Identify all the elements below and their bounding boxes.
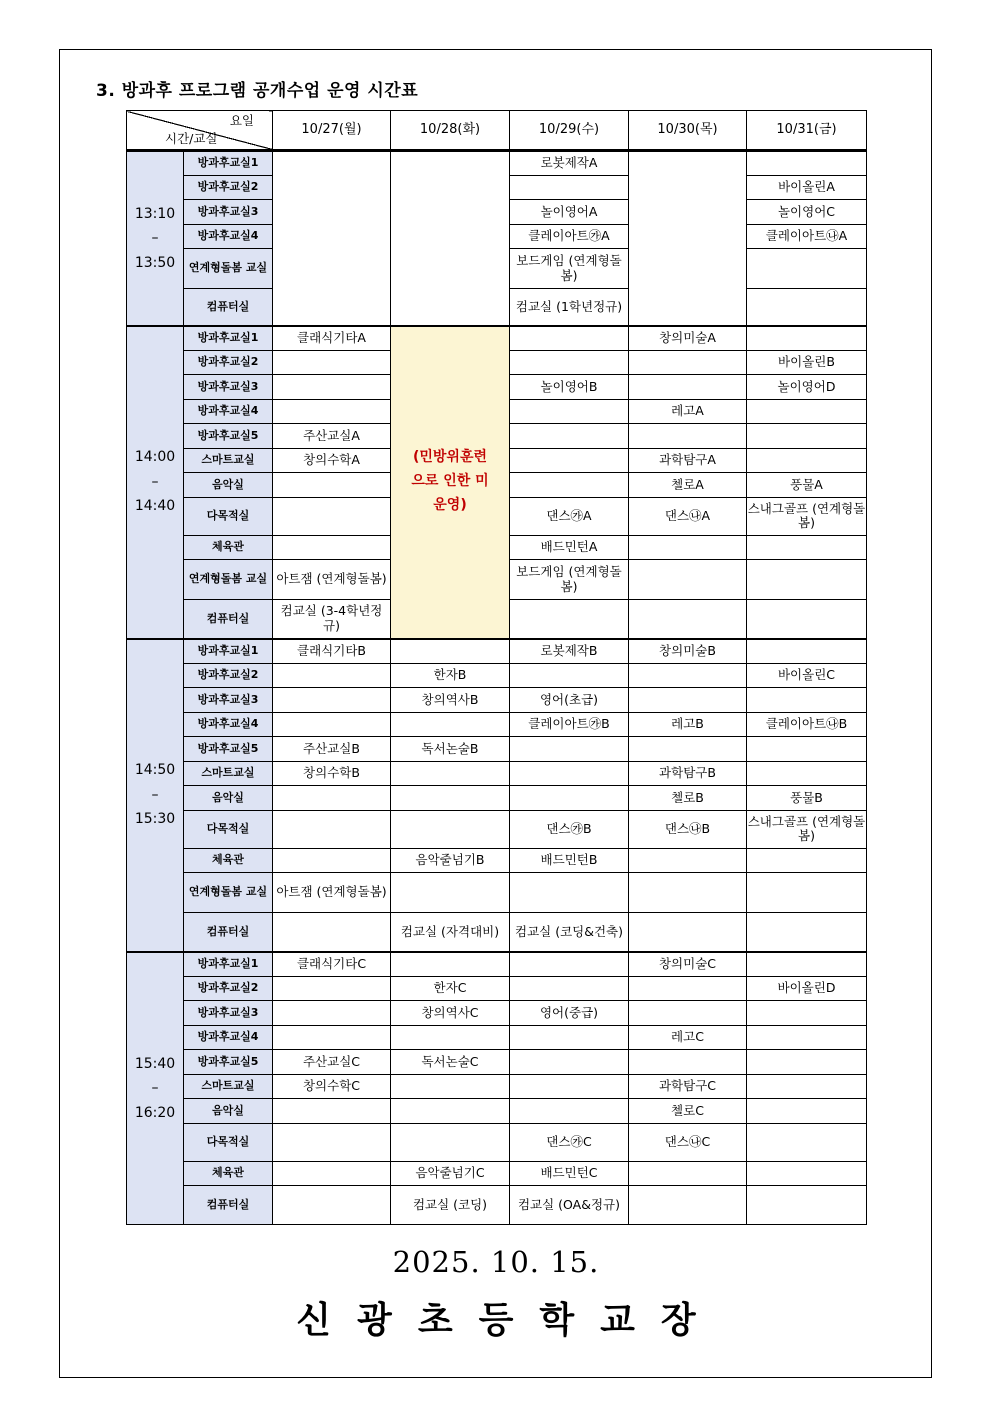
day-header: 10/29(수) (510, 111, 629, 151)
program-cell (747, 1161, 867, 1186)
document-title: 3. 방과후 프로그램 공개수업 운영 시간표 (96, 81, 419, 101)
program-cell (747, 913, 867, 952)
program-cell (510, 448, 629, 473)
program-cell: 클레이아트㉯A (747, 224, 867, 249)
program-cell: 영어(초급) (510, 688, 629, 713)
program-cell (510, 1050, 629, 1075)
program-cell (273, 497, 391, 535)
program-cell (747, 448, 867, 473)
table-row (127, 1025, 867, 1050)
program-cell: 클래식기타B (273, 639, 391, 664)
table-row (127, 663, 867, 688)
table-row (127, 786, 867, 811)
program-cell: 바이올린B (747, 350, 867, 375)
program-cell (273, 535, 391, 560)
time-slot-cell (127, 151, 184, 326)
program-cell: 바이올린D (747, 976, 867, 1001)
program-cell: 과학탐구B (629, 761, 747, 786)
program-cell (273, 913, 391, 952)
program-cell: 아트잼 (연계형돌봄) (273, 560, 391, 600)
program-cell (747, 326, 867, 351)
program-cell: 한자B (391, 663, 510, 688)
program-cell: 댄스㉯C (629, 1123, 747, 1161)
program-cell: 바이올린C (747, 663, 867, 688)
program-cell: 주산교실C (273, 1050, 391, 1075)
table-row (127, 1050, 867, 1075)
room-label: 컴퓨터실 (184, 913, 273, 952)
program-cell: 컴교실 (코딩&건축) (510, 913, 629, 952)
room-label: 방과후교실4 (184, 224, 273, 249)
program-cell (629, 848, 747, 873)
program-cell (510, 473, 629, 498)
program-cell: 놀이영어D (747, 375, 867, 400)
program-cell: 놀이영어B (510, 375, 629, 400)
program-cell (510, 350, 629, 375)
program-cell (629, 913, 747, 952)
room-label: 방과후교실1 (184, 952, 273, 977)
program-cell (747, 560, 867, 600)
program-cell (273, 688, 391, 713)
time-slot-label: 14:00 (134, 449, 176, 466)
program-cell (510, 1074, 629, 1099)
program-cell (747, 249, 867, 289)
program-cell (391, 1123, 510, 1161)
program-cell: 컴교실 (OA&정규) (510, 1186, 629, 1225)
program-cell: 창의수학A (273, 448, 391, 473)
room-label: 방과후교실2 (184, 663, 273, 688)
program-cell (273, 350, 391, 375)
program-cell (273, 1161, 391, 1186)
program-cell: 댄스㉮C (510, 1123, 629, 1161)
day-header: 10/31(금) (747, 111, 867, 151)
program-cell (747, 600, 867, 639)
empty-merged-cell (273, 151, 391, 326)
room-label: 음악실 (184, 786, 273, 811)
room-label: 체육관 (184, 1161, 273, 1186)
room-label: 방과후교실2 (184, 350, 273, 375)
program-cell (510, 663, 629, 688)
program-cell: 로봇제작A (510, 151, 629, 176)
program-cell: 독서논술B (391, 737, 510, 762)
program-cell: 창의수학B (273, 761, 391, 786)
room-label: 음악실 (184, 473, 273, 498)
program-cell: 첼로A (629, 473, 747, 498)
program-cell: 컴교실 (자격대비) (391, 913, 510, 952)
program-cell (629, 350, 747, 375)
program-cell (391, 1025, 510, 1050)
time-slot-label: 15:30 (134, 811, 176, 828)
table-row (127, 737, 867, 762)
room-label: 다목적실 (184, 1123, 273, 1161)
time-slot-label: 16:20 (134, 1104, 176, 1121)
time-slot-label: 13:50 (134, 254, 176, 271)
program-cell: 클래식기타C (273, 952, 391, 977)
program-cell (273, 976, 391, 1001)
program-cell: 댄스㉯A (629, 497, 747, 535)
program-cell (273, 399, 391, 424)
program-cell (391, 639, 510, 664)
program-cell: 보드게임 (연계형돌봄) (510, 249, 629, 289)
table-row (127, 810, 867, 848)
program-cell: 로봇제작B (510, 639, 629, 664)
room-label: 방과후교실4 (184, 712, 273, 737)
room-label: 연계형돌봄 교실 (184, 249, 273, 289)
table-row (127, 1001, 867, 1026)
program-cell: 놀이영어A (510, 200, 629, 225)
program-cell (747, 952, 867, 977)
program-cell: 배드민턴B (510, 848, 629, 873)
room-label: 방과후교실3 (184, 688, 273, 713)
program-cell (629, 560, 747, 600)
room-label: 방과후교실1 (184, 639, 273, 664)
program-cell (391, 712, 510, 737)
time-slot-label: 13:10 (134, 205, 176, 222)
program-cell: 클레이아트㉮A (510, 224, 629, 249)
table-header-row (127, 111, 867, 151)
corner-header (127, 111, 273, 151)
program-cell: 바이올린A (747, 175, 867, 200)
room-label: 스마트교실 (184, 1074, 273, 1099)
table-row (127, 688, 867, 713)
program-cell: 첼로C (629, 1099, 747, 1124)
program-cell: 댄스㉮B (510, 810, 629, 848)
program-cell (273, 1123, 391, 1161)
program-cell (747, 639, 867, 664)
room-label: 방과후교실2 (184, 175, 273, 200)
program-cell (273, 848, 391, 873)
program-cell: 주산교실B (273, 737, 391, 762)
program-cell: 댄스㉯B (629, 810, 747, 848)
program-cell: 첼로B (629, 786, 747, 811)
day-header: 10/28(화) (391, 111, 510, 151)
program-cell (629, 688, 747, 713)
program-cell (391, 810, 510, 848)
room-label: 방과후교실3 (184, 1001, 273, 1026)
room-label: 컴퓨터실 (184, 1186, 273, 1225)
program-cell: 과학탐구A (629, 448, 747, 473)
room-label: 방과후교실4 (184, 399, 273, 424)
table-row (127, 873, 867, 913)
room-label: 다목적실 (184, 497, 273, 535)
table-row (127, 1161, 867, 1186)
program-cell (510, 600, 629, 639)
document-date: 2025. 10. 15. (392, 1245, 600, 1279)
program-cell (273, 1025, 391, 1050)
program-cell: 놀이영어C (747, 200, 867, 225)
program-cell (510, 1099, 629, 1124)
program-cell (510, 976, 629, 1001)
program-cell (273, 786, 391, 811)
program-cell: 클레이아트㉮B (510, 712, 629, 737)
room-label: 연계형돌봄 교실 (184, 873, 273, 913)
room-label: 컴퓨터실 (184, 600, 273, 639)
program-cell (510, 873, 629, 913)
program-cell (747, 151, 867, 176)
program-cell (747, 535, 867, 560)
day-header: 10/30(목) (629, 111, 747, 151)
time-slot-cell (127, 952, 184, 1225)
table-row (127, 151, 867, 176)
time-slot-label: – (151, 1080, 159, 1096)
table-row (127, 1099, 867, 1124)
program-cell (747, 289, 867, 326)
program-cell (273, 810, 391, 848)
schedule-table (126, 110, 867, 1225)
room-label: 다목적실 (184, 810, 273, 848)
room-label: 방과후교실1 (184, 151, 273, 176)
time-slot-label: 15:40 (134, 1055, 176, 1072)
program-cell: 클래식기타A (273, 326, 391, 351)
room-label: 음악실 (184, 1099, 273, 1124)
empty-merged-cell (629, 151, 747, 326)
program-cell (510, 1025, 629, 1050)
program-cell (629, 1001, 747, 1026)
program-cell: 창의수학C (273, 1074, 391, 1099)
program-cell (629, 1186, 747, 1225)
program-cell: 컴교실 (1학년정규) (510, 289, 629, 326)
program-cell (391, 1074, 510, 1099)
program-cell: 창의미술B (629, 639, 747, 664)
closed-notice: (민방위훈련 으로 인한 미운영) (391, 326, 510, 639)
program-cell (747, 737, 867, 762)
day-header: 10/27(월) (273, 111, 391, 151)
program-cell: 영어(중급) (510, 1001, 629, 1026)
program-cell (747, 1001, 867, 1026)
program-cell (629, 600, 747, 639)
program-cell (629, 375, 747, 400)
program-cell: 레고C (629, 1025, 747, 1050)
room-label: 연계형돌봄 교실 (184, 560, 273, 600)
program-cell (510, 761, 629, 786)
program-cell: 레고A (629, 399, 747, 424)
program-cell (510, 737, 629, 762)
program-cell (510, 175, 629, 200)
room-label: 방과후교실3 (184, 375, 273, 400)
time-slot-label: – (151, 786, 159, 803)
table-row (127, 1123, 867, 1161)
program-cell: 창의역사C (391, 1001, 510, 1026)
table-row (127, 976, 867, 1001)
program-cell (510, 326, 629, 351)
program-cell (629, 976, 747, 1001)
program-cell (747, 688, 867, 713)
table-row (127, 761, 867, 786)
program-cell (747, 1186, 867, 1225)
time-slot-label: – (151, 473, 159, 490)
program-cell (629, 1161, 747, 1186)
program-cell (273, 375, 391, 400)
program-cell (391, 786, 510, 811)
empty-merged-cell (391, 151, 510, 326)
program-cell (747, 848, 867, 873)
program-cell (510, 952, 629, 977)
program-cell: 아트잼 (연계형돌봄) (273, 873, 391, 913)
time-slot-label: – (151, 230, 159, 246)
room-label: 방과후교실5 (184, 1050, 273, 1075)
table-row (127, 913, 867, 952)
table-row (127, 952, 867, 977)
corner-time-label: 시간/교실 (165, 130, 218, 146)
program-cell: 컴교실 (코딩) (391, 1186, 510, 1225)
program-cell: 스내그골프 (연계형돌봄) (747, 810, 867, 848)
program-cell (510, 399, 629, 424)
room-label: 방과후교실5 (184, 424, 273, 449)
corner-day-label: 요일 (229, 113, 254, 128)
program-cell (273, 1186, 391, 1225)
program-cell (747, 761, 867, 786)
program-cell (747, 873, 867, 913)
program-cell: 한자C (391, 976, 510, 1001)
table-row (127, 326, 867, 351)
room-label: 스마트교실 (184, 761, 273, 786)
room-label: 컴퓨터실 (184, 289, 273, 326)
program-cell: 스내그골프 (연계형돌봄) (747, 497, 867, 535)
program-cell (629, 424, 747, 449)
program-cell: 풍물B (747, 786, 867, 811)
room-label: 방과후교실5 (184, 737, 273, 762)
program-cell (273, 473, 391, 498)
room-label: 방과후교실3 (184, 200, 273, 225)
table-row (127, 712, 867, 737)
time-slot-cell (127, 639, 184, 952)
room-label: 방과후교실4 (184, 1025, 273, 1050)
program-cell: 주산교실A (273, 424, 391, 449)
room-label: 방과후교실2 (184, 976, 273, 1001)
time-slot-cell (127, 326, 184, 639)
program-cell (747, 1099, 867, 1124)
program-cell (747, 1050, 867, 1075)
program-cell (273, 663, 391, 688)
program-cell: 보드게임 (연계형돌봄) (510, 560, 629, 600)
program-cell (747, 424, 867, 449)
program-cell: 창의미술A (629, 326, 747, 351)
time-slot-label: 14:50 (134, 762, 176, 779)
schedule-body (127, 151, 867, 1225)
program-cell: 과학탐구C (629, 1074, 747, 1099)
program-cell (747, 1123, 867, 1161)
program-cell: 컴교실 (3-4학년정규) (273, 600, 391, 639)
table-row (127, 639, 867, 664)
program-cell (391, 952, 510, 977)
program-cell (273, 1099, 391, 1124)
program-cell (273, 712, 391, 737)
program-cell (747, 1074, 867, 1099)
table-row (127, 1186, 867, 1225)
program-cell (747, 1025, 867, 1050)
program-cell: 음악줄넘기C (391, 1161, 510, 1186)
program-cell (273, 1001, 391, 1026)
room-label: 스마트교실 (184, 448, 273, 473)
room-label: 체육관 (184, 535, 273, 560)
program-cell (629, 737, 747, 762)
program-cell: 레고B (629, 712, 747, 737)
program-cell (510, 424, 629, 449)
program-cell: 독서논술C (391, 1050, 510, 1075)
program-cell (391, 1099, 510, 1124)
time-slot-label: 14:40 (134, 498, 176, 515)
room-label: 방과후교실1 (184, 326, 273, 351)
program-cell (391, 873, 510, 913)
program-cell (629, 663, 747, 688)
program-cell: 창의역사B (391, 688, 510, 713)
program-cell (629, 873, 747, 913)
program-cell: 창의미술C (629, 952, 747, 977)
program-cell (629, 1050, 747, 1075)
program-cell: 음악줄넘기B (391, 848, 510, 873)
room-label: 체육관 (184, 848, 273, 873)
program-cell (747, 399, 867, 424)
program-cell: 배드민턴C (510, 1161, 629, 1186)
table-row (127, 1074, 867, 1099)
program-cell: 댄스㉮A (510, 497, 629, 535)
program-cell: 배드민턴A (510, 535, 629, 560)
table-row (127, 848, 867, 873)
program-cell: 풍물A (747, 473, 867, 498)
program-cell (391, 761, 510, 786)
program-cell: 클레이아트㉯B (747, 712, 867, 737)
principal-signature: 신광초등학교장 (296, 1299, 722, 1341)
program-cell (510, 786, 629, 811)
program-cell (629, 535, 747, 560)
